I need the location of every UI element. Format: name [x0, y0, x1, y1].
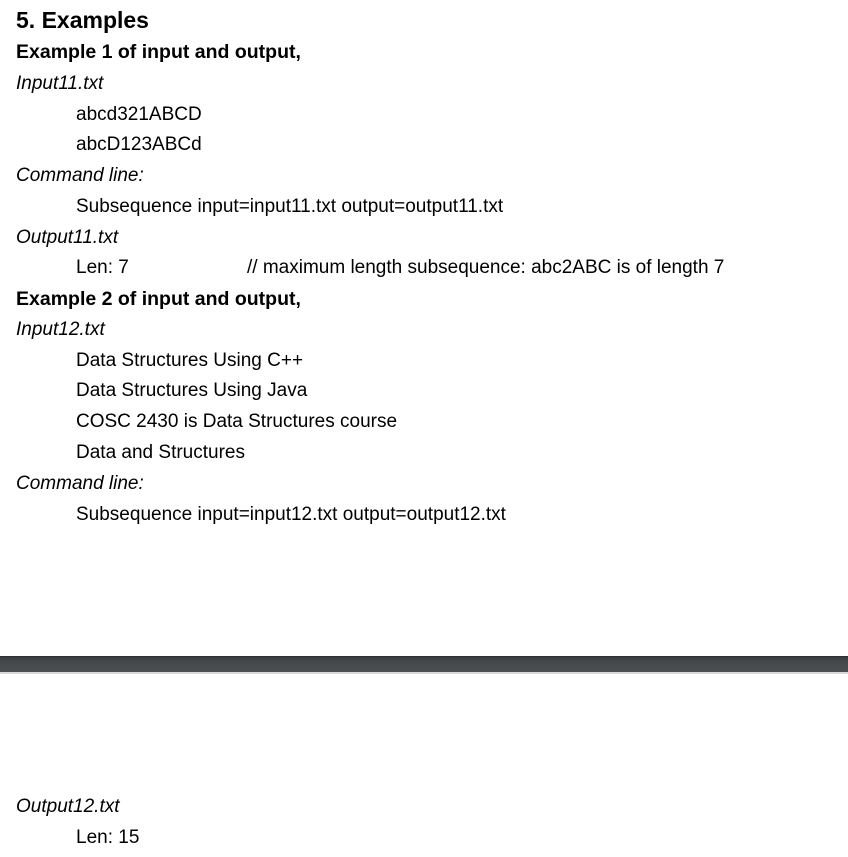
example-1-output-file-label: Output11.txt — [16, 227, 119, 248]
example-1-command-label: Command line: — [16, 165, 144, 186]
example-2-heading: Example 2 of input and output, — [16, 288, 301, 310]
example-2-command-label: Command line: — [16, 473, 144, 494]
example-1-command: Subsequence input=input11.txt output=output11.txt — [76, 196, 504, 217]
example-1-input-line: abcD123ABCd — [76, 134, 202, 155]
example-2-input-line: COSC 2430 is Data Structures course — [76, 411, 398, 432]
example-1-input-line: abcd321ABCD — [76, 104, 202, 125]
example-2-output-file-label: Output12.txt — [16, 796, 120, 817]
example-1-output-comment: // maximum length subsequence: abc2ABC is of length 7 — [247, 257, 725, 278]
example-1-input-file-label: Input11.txt — [16, 73, 104, 94]
example-1-heading: Example 1 of input and output, — [16, 41, 301, 63]
example-2-output-value: Len: 15 — [76, 827, 140, 848]
example-2-input-line: Data and Structures — [76, 442, 245, 463]
example-2-command: Subsequence input=input12.txt output=output12.txt — [76, 504, 506, 525]
page-break-separator — [0, 656, 848, 674]
section-title: 5. Examples — [16, 7, 149, 33]
example-2-input-file-label: Input12.txt — [16, 319, 105, 340]
example-1-output-value: Len: 7 — [76, 257, 129, 278]
example-2-input-line: Data Structures Using Java — [76, 380, 308, 401]
example-2-input-line: Data Structures Using C++ — [76, 350, 304, 371]
